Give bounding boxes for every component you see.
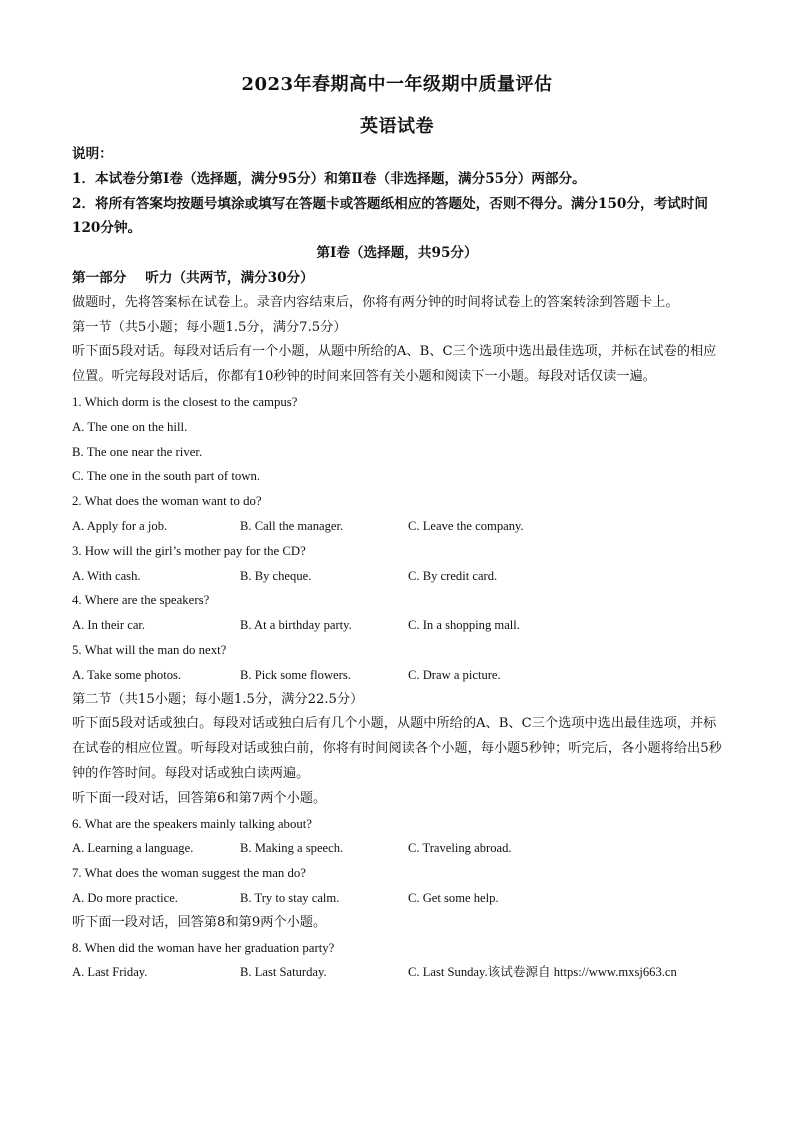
question-1-option-b: B. The one near the river.: [72, 444, 203, 459]
question-4-options: [72, 613, 722, 638]
question-4-option-a: A. In their car.: [72, 618, 146, 633]
question-3-stem: 3. How will the girl’s mother pay for the CD?: [72, 543, 306, 558]
question-2-option-c: C. Leave the company.: [408, 518, 524, 533]
question-7-options: [72, 886, 722, 911]
question-6-stem: 6. What are the speakers mainly talking about?: [72, 816, 312, 831]
instruction-item-2: 2．将所有答案均按题号填涂或填写在答题卡或答题纸相应的答题处，否则不得分。满分150分，考试时间120分钟。: [72, 195, 708, 237]
question-5-option-b: B. Pick some flowers.: [240, 667, 351, 682]
question-1-stem: 1. Which dorm is the closest to the campus?: [72, 394, 298, 409]
question-7-option-c: C. Get some help.: [408, 890, 499, 905]
section2-directions: 听下面5段对话或独白。每段对话或独白后有几个小题，从题中所给的A、B、C三个选项中选出最佳选项，并标在试卷的相应位置。听每段对话或独白前，你将有时间阅读各个小题，每小题5秒钟；听完后，各小题将给出5秒钟的作答时间。每段对话或独白读两遍。: [72, 716, 722, 781]
question-7-option-a: A. Do more practice.: [72, 890, 178, 905]
question-8-option-a: A. Last Friday.: [72, 965, 148, 980]
question-5-option-c: C. Draw a picture.: [408, 667, 501, 682]
exam-title: 2023年春期高中一年级期中质量评估: [241, 74, 553, 95]
question-4-option-c: C. In a shopping mall.: [408, 618, 520, 633]
dialogue-lead-8-9: 听下面一段对话，回答第8和第9两个小题。: [72, 914, 327, 930]
question-5-option-a: A. Take some photos.: [72, 667, 182, 682]
question-8-option-b: B. Last Saturday.: [240, 965, 327, 980]
question-7-option-b: B. Try to stay calm.: [240, 890, 340, 905]
question-8-stem: 8. When did the woman have her graduation party?: [72, 940, 335, 955]
question-6-option-a: A. Learning a language.: [72, 841, 194, 856]
question-6-option-b: B. Making a speech.: [240, 841, 344, 856]
question-3-option-c: C. By credit card.: [408, 568, 498, 583]
section1-heading: 第一节（共5小题；每小题1.5分，满分7.5分）: [72, 319, 347, 335]
question-2-option-a: A. Apply for a job.: [72, 518, 168, 533]
section2-heading: 第二节（共15小题；每小题1.5分，满分22.5分）: [72, 691, 364, 707]
question-2-options: [72, 514, 722, 539]
question-4-option-b: B. At a birthday party.: [240, 618, 352, 633]
question-3-option-b: B. By cheque.: [240, 568, 312, 583]
question-2-stem: 2. What does the woman want to do?: [72, 494, 262, 509]
question-3-options: [72, 564, 722, 589]
listening-note: 做题时，先将答案标在试卷上。录音内容结束后，你将有两分钟的时间将试卷上的答案转涂到答题卡上。: [72, 294, 679, 310]
dialogue-lead-6-7: 听下面一段对话，回答第6和第7两个小题。: [72, 790, 327, 806]
question-5-options: [72, 663, 722, 688]
question-5-stem: 5. What will the man do next?: [72, 642, 227, 657]
instruction-item-1: 1．本试卷分第Ⅰ卷（选择题，满分95分）和第Ⅱ卷（非选择题，满分55分）两部分。: [72, 170, 586, 187]
section1-directions: 听下面5段对话。每段对话后有一个小题，从题中所给的A、B、C三个选项中选出最佳选项，并标在试卷的相应位置。听完每段对话后，你都有10秒钟的时间来回答有关小题和阅读下一小题。每段对话仅读一遍。: [72, 344, 717, 385]
instructions-heading: 说明：: [72, 146, 113, 162]
question-8-options: [72, 960, 722, 985]
question-6-options: [72, 836, 722, 861]
question-6-option-c: C. Traveling abroad.: [408, 841, 512, 856]
question-2-option-b: B. Call the manager.: [240, 518, 344, 533]
question-4-stem: 4. Where are the speakers?: [72, 593, 210, 608]
listening-section-heading: 第一部分 听力（共两节，满分30分）: [72, 269, 314, 286]
question-7-stem: 7. What does the woman suggest the man do?: [72, 866, 306, 881]
question-1-option-c: C. The one in the south part of town.: [72, 469, 261, 484]
question-8-option-c: C. Last Sunday.该试卷源自 https://www.mxsj663.cn: [408, 965, 677, 980]
part1-heading: 第Ⅰ卷（选择题，共95分）: [316, 245, 478, 262]
question-1-option-a: A. The one on the hill.: [72, 419, 188, 434]
question-3-option-a: A. With cash.: [72, 568, 141, 583]
exam-subtitle: 英语试卷: [360, 116, 434, 137]
exam-page: [72, 64, 722, 985]
